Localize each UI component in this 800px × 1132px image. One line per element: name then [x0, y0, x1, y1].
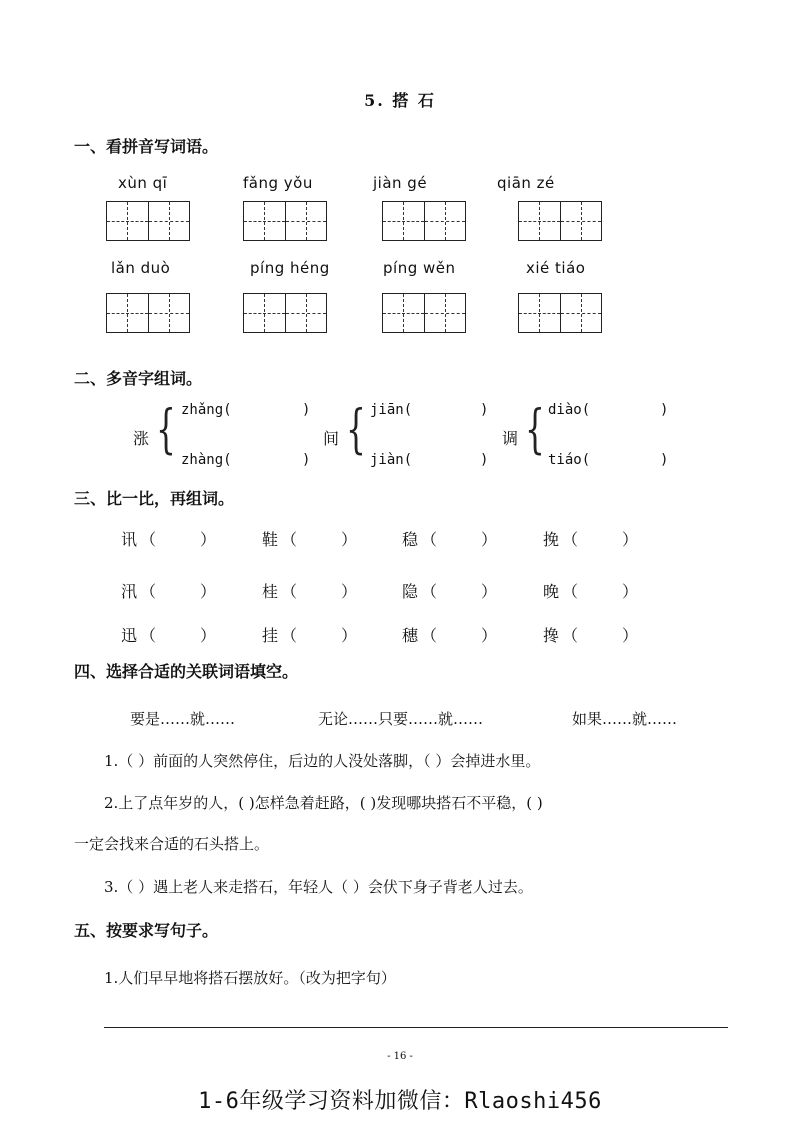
paren-close: ）: [481, 582, 498, 601]
footer-note: 1-6年级学习资料加微信：Rlaoshi456: [198, 1089, 602, 1114]
paren-close: ）: [622, 582, 639, 601]
section-4-heading: 四、选择合适的关联词语填空。: [74, 662, 299, 681]
pinyin-5: lǎn duò: [111, 259, 171, 277]
paren-close: ）: [200, 582, 217, 601]
writing-grid[interactable]: [518, 201, 602, 241]
section-5-heading: 五、按要求写句子。: [74, 921, 219, 940]
question-4-3: 3.（ ）遇上老人来走搭石，年轻人（ ）会伏下身子背老人过去。: [104, 878, 533, 896]
pinyin-3: jiàn gé: [373, 174, 428, 192]
polyphone-char: 涨: [133, 429, 150, 448]
paren-close: ）: [622, 626, 639, 645]
paren-close: ）: [481, 626, 498, 645]
compare-char: 挂: [262, 626, 279, 645]
reading-bottom: jiàn(: [370, 452, 413, 468]
compare-char: 晚: [543, 582, 560, 601]
compare-char: 桂: [262, 582, 279, 601]
pinyin-1: xùn qī: [118, 174, 168, 192]
compare-char: 汛: [121, 582, 138, 601]
paren-close: ): [480, 402, 489, 418]
pinyin-4: qiān zé: [497, 174, 555, 192]
paren-close: ): [480, 452, 489, 468]
brace-icon: {: [156, 400, 176, 460]
brace-icon: {: [525, 400, 545, 460]
reading-top: jiān(: [370, 402, 413, 418]
writing-grid[interactable]: [518, 293, 602, 333]
conjunction-option: 如果……就……: [572, 710, 678, 728]
section-3-heading: 三、比一比，再组词。: [74, 489, 235, 508]
reading-top: zhǎng(: [181, 402, 232, 418]
paren-open: （: [562, 530, 579, 549]
compare-char: 迅: [121, 626, 138, 645]
paren-close: ): [660, 452, 669, 468]
writing-grid[interactable]: [382, 201, 466, 241]
compare-char: 鞋: [262, 530, 279, 549]
paren-open: （: [421, 530, 438, 549]
paren-close: ）: [481, 530, 498, 549]
paren-open: （: [281, 582, 298, 601]
paren-open: （: [140, 530, 157, 549]
paren-open: （: [140, 582, 157, 601]
paren-close: ）: [200, 626, 217, 645]
paren-close: ): [302, 402, 311, 418]
paren-open: （: [562, 626, 579, 645]
paren-close: ): [660, 402, 669, 418]
writing-grid[interactable]: [382, 293, 466, 333]
writing-grid[interactable]: [106, 201, 190, 241]
page-number: - 16 -: [387, 1051, 413, 1062]
compare-char: 讯: [121, 530, 138, 549]
section-1-heading: 一、看拼音写词语。: [74, 137, 219, 156]
compare-char: 搀: [543, 626, 560, 645]
polyphone-char: 间: [323, 429, 340, 448]
paren-open: （: [421, 582, 438, 601]
paren-open: （: [562, 582, 579, 601]
polyphone-char: 调: [502, 429, 519, 448]
compare-char: 穗: [402, 626, 419, 645]
compare-char: 稳: [402, 530, 419, 549]
paren-close: ）: [622, 530, 639, 549]
reading-bottom: zhàng(: [181, 452, 232, 468]
compare-char: 隐: [402, 582, 419, 601]
paren-close: ）: [341, 530, 358, 549]
paren-close: ）: [200, 530, 217, 549]
reading-bottom: tiáo(: [548, 452, 591, 468]
pinyin-2: fǎng yǒu: [243, 174, 313, 192]
question-4-2-continued: 一定会找来合适的石头搭上。: [74, 835, 270, 853]
writing-grid[interactable]: [243, 293, 327, 333]
brace-icon: {: [346, 400, 366, 460]
paren-open: （: [281, 626, 298, 645]
question-4-1: 1.（ ）前面的人突然停住，后边的人没处落脚，（ ）会掉进水里。: [104, 752, 541, 770]
pinyin-8: xié tiáo: [526, 259, 586, 277]
compare-char: 挽: [543, 530, 560, 549]
paren-open: （: [421, 626, 438, 645]
paren-close: ）: [341, 626, 358, 645]
writing-grid[interactable]: [106, 293, 190, 333]
reading-top: diào(: [548, 402, 591, 418]
paren-open: （: [281, 530, 298, 549]
pinyin-6: píng héng: [250, 259, 330, 277]
conjunction-option: 无论……只要……就……: [318, 710, 484, 728]
conjunction-option: 要是……就……: [130, 710, 236, 728]
pinyin-7: píng wěn: [383, 259, 456, 277]
question-4-2: 2.上了点年岁的人，( )怎样急着赶路，( )发现哪块搭石不平稳，( ): [104, 794, 543, 812]
page-title: 5. 搭 石: [364, 91, 436, 110]
paren-open: （: [140, 626, 157, 645]
paren-close: ): [302, 452, 311, 468]
writing-grid[interactable]: [243, 201, 327, 241]
section-2-heading: 二、多音字组词。: [74, 369, 203, 388]
answer-line: [104, 1027, 728, 1028]
question-5-1: 1.人们早早地将搭石摆放好。（改为把字句）: [104, 969, 396, 987]
paren-close: ）: [341, 582, 358, 601]
